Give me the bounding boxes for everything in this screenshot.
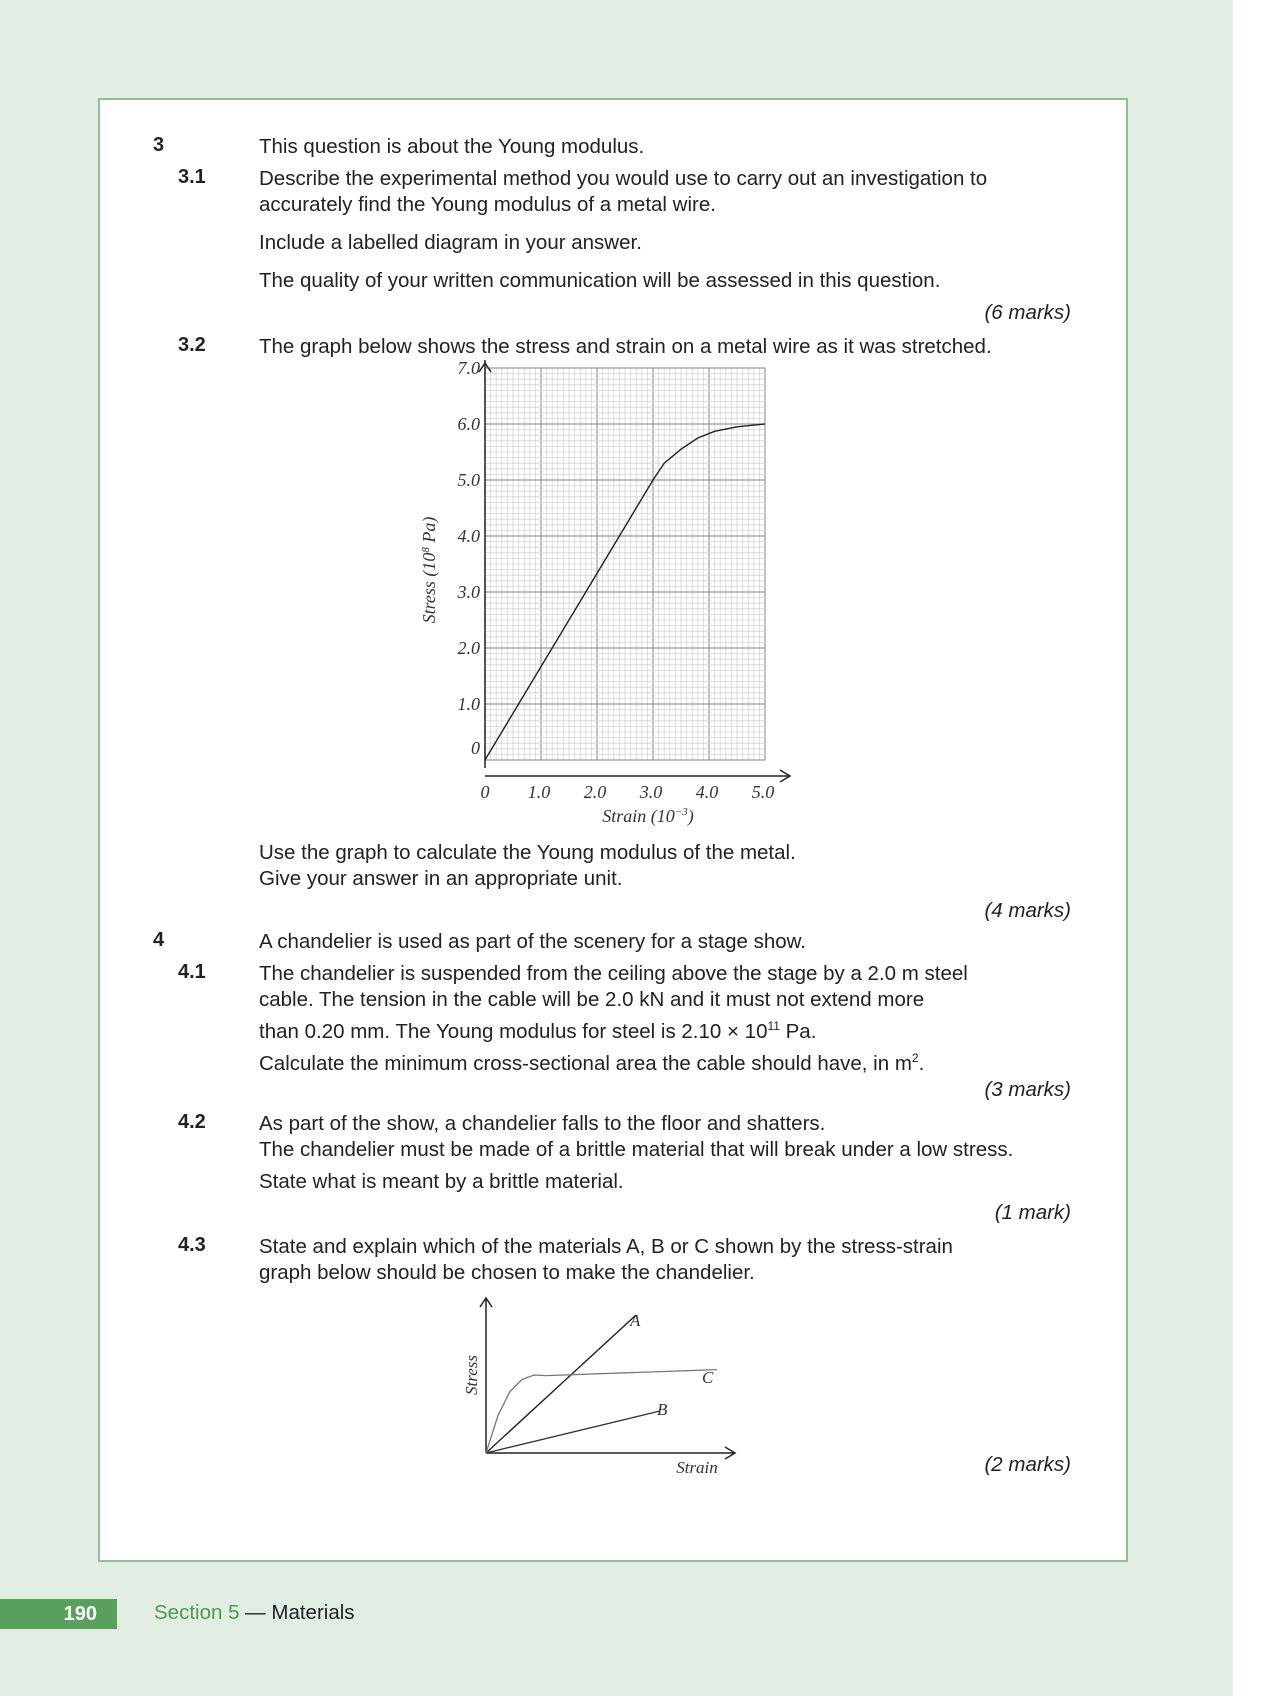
x-tick-label: 2.0 (583, 782, 607, 802)
series-b-label: B (657, 1400, 668, 1419)
q3-1-line3: Include a labelled diagram in your answer. (259, 231, 642, 254)
part-number-3-2: 3.2 (178, 334, 206, 356)
y-tick-label: 2.0 (457, 638, 480, 658)
q3-2-marks: (4 marks) (984, 899, 1071, 922)
y-tick-label: 3.0 (457, 582, 480, 602)
q3-2-line1: The graph below shows the stress and strain on a metal wire as it was stretched. (259, 335, 992, 358)
materials-stress-strain-sketch (440, 1290, 760, 1485)
q4-1-line4: Calculate the minimum cross-sectional area the cable should have, in $m^2$. (259, 1051, 925, 1075)
question-number-4: 4 (153, 929, 165, 951)
x-tick-label: 0 (480, 782, 490, 802)
q3-intro: This question is about the Young modulus. (259, 135, 645, 158)
y-tick-label: 1.0 (457, 694, 480, 714)
y-tick-label: 7.0 (457, 360, 480, 378)
part-number-4-1: 4.1 (178, 961, 206, 983)
y-tick-label: 4.0 (457, 526, 480, 546)
q3-1-line2: accurately find the Young modulus of a metal wire. (259, 193, 716, 216)
q3-1-line4: The quality of your written communication will be assessed in this question. (259, 269, 941, 292)
y-tick-label: 6.0 (457, 414, 480, 434)
x-axis-label: Strain $(10^{-3})$ (602, 806, 694, 826)
graph-grid (485, 368, 765, 760)
q4-1-marks: (3 marks) (984, 1078, 1071, 1101)
q4-1-line2: cable. The tension in the cable will be 2.0 kN and it must not extend more (259, 988, 925, 1011)
q3-1-marks: (6 marks) (984, 301, 1071, 324)
x-tick-label: 5.0 (751, 782, 775, 802)
series-b-line (486, 1411, 660, 1453)
part-number-3-1: 3.1 (178, 166, 206, 188)
q4-2-line2: The chandelier must be made of a brittle material that will break under a low stress. (259, 1138, 1014, 1161)
q4-intro: A chandelier is used as part of the scenery for a stage show. (259, 930, 806, 953)
q3-1-line1: Describe the experimental method you would use to carry out an investigation to (259, 167, 988, 190)
sketch-y-label: Stress (462, 1355, 481, 1395)
q4-1-line1: The chandelier is suspended from the ceiling above the stage by a 2.0 m steel (259, 962, 968, 985)
part-number-4-3: 4.3 (178, 1234, 206, 1256)
q3-2-after2: Give your answer in an appropriate unit. (259, 867, 623, 890)
part-number-4-2: 4.2 (178, 1111, 206, 1133)
sketch-x-label: Strain (676, 1458, 718, 1477)
q4-3-line1: State and explain which of the materials A, B or C shown by the stress-strain (259, 1235, 953, 1258)
x-tick-label: 4.0 (695, 782, 719, 802)
q4-3-marks: (2 marks) (984, 1453, 1071, 1476)
y-axis-label: Stress ($10^8$ Pa) (419, 516, 439, 624)
series-a-label: A (630, 1311, 641, 1330)
y-tick-label: 0 (471, 738, 480, 758)
question-number-3: 3 (153, 134, 165, 156)
x-tick-label: 3.0 (639, 782, 663, 802)
y-tick-label: 5.0 (457, 470, 480, 490)
series-c-label: C (702, 1368, 714, 1387)
q3-2-after1: Use the graph to calculate the Young modulus of the metal. (259, 841, 796, 864)
series-a-line (486, 1315, 636, 1453)
x-tick-label: 1.0 (527, 782, 551, 802)
q4-2-line1: As part of the show, a chandelier falls to the floor and shatters. (259, 1112, 826, 1135)
series-c-line (486, 1370, 717, 1453)
page-number-tab: 190 (0, 1599, 117, 1629)
q4-2-marks: (1 mark) (994, 1201, 1071, 1224)
section-footer: Section 5 — Materials (154, 1601, 355, 1624)
q4-3-line2: graph below should be chosen to make the chandelier. (259, 1261, 755, 1284)
q4-2-line3: State what is meant by a brittle material. (259, 1170, 624, 1193)
q4-1-line3: than 0.20 mm. The Young modulus for steel is $2.10 \times 10^{11}$ Pa. (259, 1019, 817, 1043)
stress-strain-graph (400, 360, 820, 835)
